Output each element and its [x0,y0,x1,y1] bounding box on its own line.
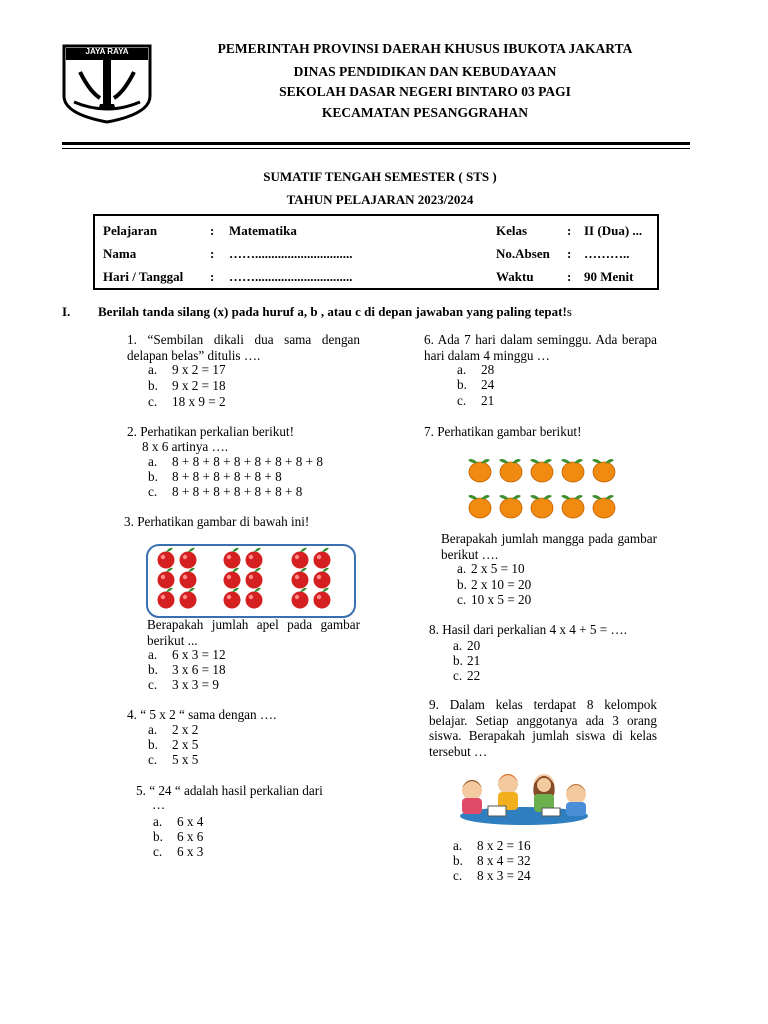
section-number: I. [62,304,71,319]
mango-icon [499,495,522,518]
colon: : [210,269,215,284]
mango-icon [561,459,584,482]
mango-icon [530,459,553,482]
section-instruction: Berilah tanda silang (x) pada huruf a, b , atau c di depan jawaban yang paling tepat!s [98,304,572,319]
question-5-cont: … [152,797,166,812]
q7-option-a[interactable]: a. 2 x 5 = 10 [457,561,525,576]
logo-text: JAYA RAYA [85,47,129,56]
absen-field[interactable]: ……….. [584,246,630,261]
q9-option-a[interactable]: a. 8 x 2 = 16 [453,838,531,853]
q8-option-a[interactable]: a. 20 [453,638,481,653]
question-3-ask: Berapakah jumlah apel pada gambar berikut ... [147,617,360,648]
q8-option-b[interactable]: b. 21 [453,653,481,668]
waktu-label: Waktu [496,269,534,284]
q7-option-c[interactable]: c. 10 x 5 = 20 [457,592,532,607]
hari-label: Hari / Tanggal [103,269,184,284]
header-divider [62,142,690,145]
mango-icon [468,495,491,518]
hari-field[interactable]: …….............................. [229,269,353,284]
q4-option-b[interactable]: b. 2 x 5 [148,737,199,752]
colon: : [567,223,572,238]
q2-option-a[interactable]: a. 8 + 8 + 8 + 8 + 8 + 8 + 8 + 8 [148,454,323,469]
question-1: 1. “Sembilan dikali dua sama dengan delapan belas” ditulis …. [127,332,360,363]
q6-option-c[interactable]: c. 21 [457,393,495,408]
exam-title: SUMATIF TENGAH SEMESTER ( STS ) [263,169,497,184]
mango-icon [561,495,584,518]
absen-label: No.Absen [496,246,550,261]
q8-option-c[interactable]: c. 22 [453,668,481,683]
header-line-3: SEKOLAH DASAR NEGERI BINTARO 03 PAGI [279,84,571,99]
mango-icon [592,459,615,482]
pelajaran-label: Pelajaran [103,223,158,238]
identity-box [93,214,659,290]
nama-field[interactable]: …….............................. [229,246,353,261]
q3-option-c[interactable]: c. 3 x 3 = 9 [148,677,219,692]
q1-option-b[interactable]: b. 9 x 2 = 18 [148,378,226,393]
mangoes-picture [464,456,624,524]
q4-option-c[interactable]: c. 5 x 5 [148,752,199,767]
q3-option-b[interactable]: b. 3 x 6 = 18 [148,662,226,677]
q6-option-a[interactable]: a. 28 [457,362,495,377]
header-divider-thin [62,148,690,149]
question-8: 8. Hasil dari perkalian 4 x 4 + 5 = …. [429,622,627,637]
waktu-value: 90 Menit [584,269,634,284]
colon: : [210,246,215,261]
colon: : [567,246,572,261]
mango-icon [499,459,522,482]
q5-option-b[interactable]: b. 6 x 6 [153,829,204,844]
q1-option-a[interactable]: a. 9 x 2 = 17 [148,362,226,377]
q5-option-c[interactable]: c. 6 x 3 [153,844,204,859]
question-6: 6. Ada 7 hari dalam seminggu. Ada berapa hari dalam 4 minggu … [424,332,657,363]
question-2: 2. Perhatikan perkalian berikut! [127,424,294,439]
mango-icon [592,495,615,518]
header-line-4: KECAMATAN PESANGGRAHAN [321,105,529,120]
school-logo [60,42,154,124]
kelas-label: Kelas [496,223,528,238]
q2-option-b[interactable]: b. 8 + 8 + 8 + 8 + 8 + 8 [148,469,282,484]
header-line-2: DINAS PENDIDIKAN DAN KEBUDAYAAN [293,64,557,79]
header-line-1: PEMERINTAH PROVINSI DAERAH KHUSUS IBUKOTA JAKARTA [217,41,633,56]
colon: : [210,223,215,238]
question-4: 4. “ 5 x 2 “ sama dengan …. [127,707,277,722]
q9-option-b[interactable]: b. 8 x 4 = 32 [453,853,531,868]
q5-option-a[interactable]: a. 6 x 4 [153,814,204,829]
pelajaran-value: Matematika [229,223,297,238]
question-7: 7. Perhatikan gambar berikut! [424,424,582,439]
mango-icon [530,495,553,518]
question-5: 5. “ 24 “ adalah hasil perkalian dari [136,783,323,798]
question-3: 3. Perhatikan gambar di bawah ini! [124,514,310,529]
q6-option-b[interactable]: b. 24 [457,377,495,392]
colon: : [567,269,572,284]
students-studying-picture [452,768,594,828]
question-7-ask: Berapakah jumlah mangga pada gambar berikut …. [441,531,657,562]
q1-option-c[interactable]: c. 18 x 9 = 2 [148,394,226,409]
q2-option-c[interactable]: c. 8 + 8 + 8 + 8 + 8 + 8 + 8 [148,484,303,499]
q9-option-c[interactable]: c. 8 x 3 = 24 [453,868,531,883]
q3-option-a[interactable]: a. 6 x 3 = 12 [148,647,226,662]
q7-option-b[interactable]: b. 2 x 10 = 20 [457,577,532,592]
nama-label: Nama [103,246,137,261]
question-9: 9. Dalam kelas terdapat 8 kelompok belajar. Setiap anggotanya ada 3 orang siswa. Berapakah jumlah siswa di kelas tersebut … [429,697,657,759]
question-2-sub: 8 x 6 artinya …. [142,439,229,454]
kelas-value: II (Dua) ... [584,223,643,238]
exam-year: TAHUN PELAJARAN 2023/2024 [286,192,474,207]
apples-picture [146,544,356,618]
q4-option-a[interactable]: a. 2 x 2 [148,722,199,737]
mango-icon [468,459,491,482]
